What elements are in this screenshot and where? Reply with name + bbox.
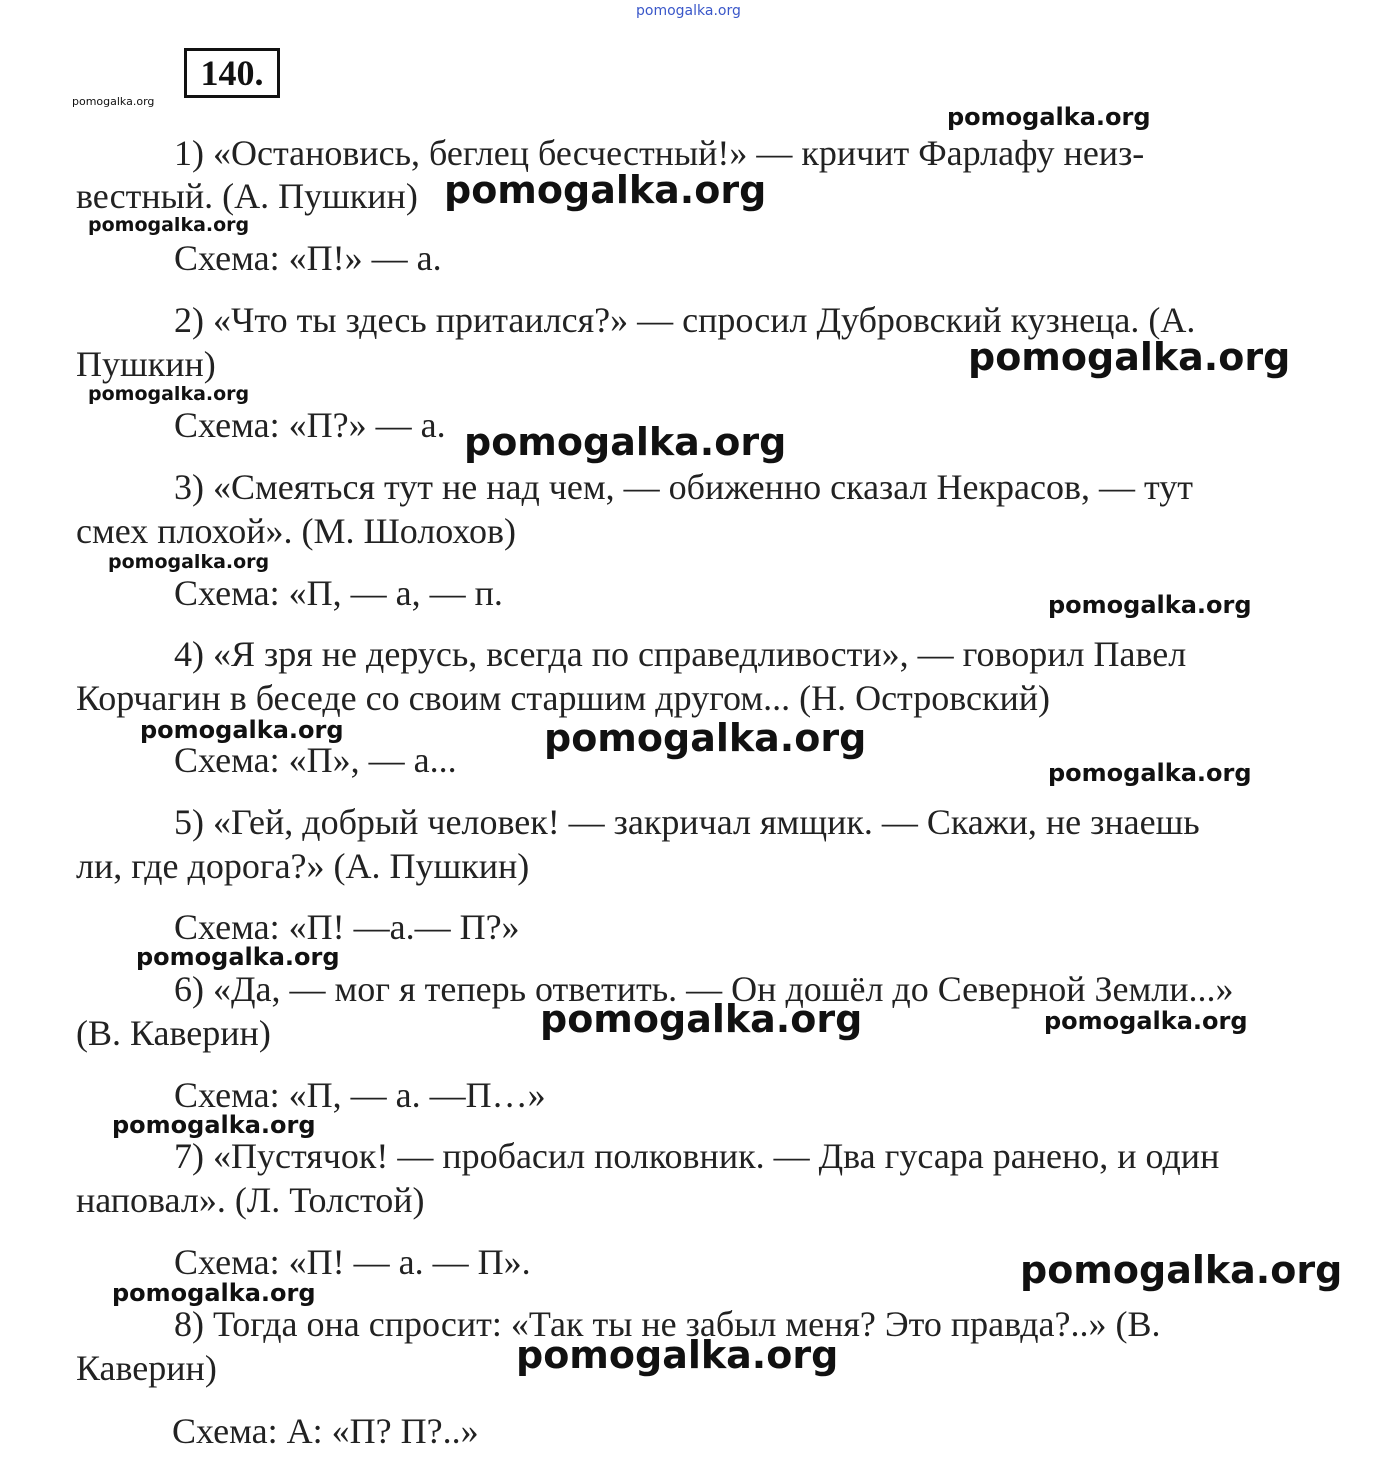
item-2-scheme: Схема: «П?» — а. [174, 405, 446, 445]
item-8-scheme: Схема: А: «П? П?..» [172, 1411, 479, 1451]
item-3-scheme: Схема: «П, — а, — п. [174, 573, 503, 613]
watermark: pomogalka.org [464, 420, 787, 464]
watermark: pomogalka.org [72, 95, 155, 108]
item-8-line-1: 8) Тогда она спросит: «Так ты не забыл меня? Это правда?..» (В. [174, 1304, 1161, 1344]
exercise-number: 140. [184, 48, 280, 98]
watermark: pomogalka.org [88, 214, 250, 236]
watermark: pomogalka.org [112, 1111, 316, 1139]
item-5-scheme: Схема: «П! —а.— П?» [174, 907, 520, 947]
item-7-line-1: 7) «Пустячок! — пробасил полковник. — Два гусара ранено, и один [174, 1136, 1220, 1176]
watermark: pomogalka.org [636, 3, 741, 19]
watermark: pomogalka.org [516, 1333, 839, 1377]
item-1-line-2: вестный. (А. Пушкин) [76, 176, 418, 216]
watermark: pomogalka.org [112, 1279, 316, 1307]
item-6-line-1: 6) «Да, — мог я теперь ответить. — Он дошёл до Северной Земли...» [174, 969, 1234, 1009]
watermark: pomogalka.org [88, 383, 250, 405]
item-5-line-2: ли, где дорога?» (А. Пушкин) [76, 846, 530, 886]
watermark: pomogalka.org [1020, 1248, 1343, 1292]
watermark: pomogalka.org [1048, 591, 1252, 619]
watermark: pomogalka.org [947, 103, 1151, 131]
item-3-line-2: смех плохой». (М. Шолохов) [76, 511, 517, 551]
watermark: pomogalka.org [444, 168, 767, 212]
item-7-scheme: Схема: «П! — а. — П». [174, 1242, 531, 1282]
watermark: pomogalka.org [136, 943, 340, 971]
item-1-line-1: 1) «Остановись, беглец бесчестный!» — кричит Фарлафу неиз- [174, 133, 1145, 173]
item-6-scheme: Схема: «П, — а. —П…» [174, 1075, 546, 1115]
watermark: pomogalka.org [544, 716, 867, 760]
watermark: pomogalka.org [540, 997, 863, 1041]
item-4-scheme: Схема: «П», — а... [174, 740, 457, 780]
item-5-line-1: 5) «Гей, добрый человек! — закричал ямщик. — Скажи, не знаешь [174, 802, 1200, 842]
watermark: pomogalka.org [968, 335, 1291, 379]
watermark: pomogalka.org [108, 551, 270, 573]
item-2-line-2: Пушкин) [76, 344, 216, 384]
watermark: pomogalka.org [140, 716, 344, 744]
item-4-line-2: Корчагин в беседе со своим старшим другом... (Н. Островский) [76, 678, 1051, 718]
item-7-line-2: наповал». (Л. Толстой) [76, 1180, 425, 1220]
item-1-scheme: Схема: «П!» — а. [174, 238, 442, 278]
watermark: pomogalka.org [1048, 759, 1252, 787]
item-4-line-1: 4) «Я зря не дерусь, всегда по справедливости», — говорил Павел [174, 634, 1187, 674]
item-3-line-1: 3) «Смеяться тут не над чем, — обиженно сказал Некрасов, — тут [174, 467, 1193, 507]
item-8-line-2: Каверин) [76, 1348, 217, 1388]
watermark: pomogalka.org [1044, 1007, 1248, 1035]
item-2-line-1: 2) «Что ты здесь притаился?» — спросил Дубровский кузнеца. (А. [174, 300, 1196, 340]
item-6-line-2: (В. Каверин) [76, 1013, 271, 1053]
